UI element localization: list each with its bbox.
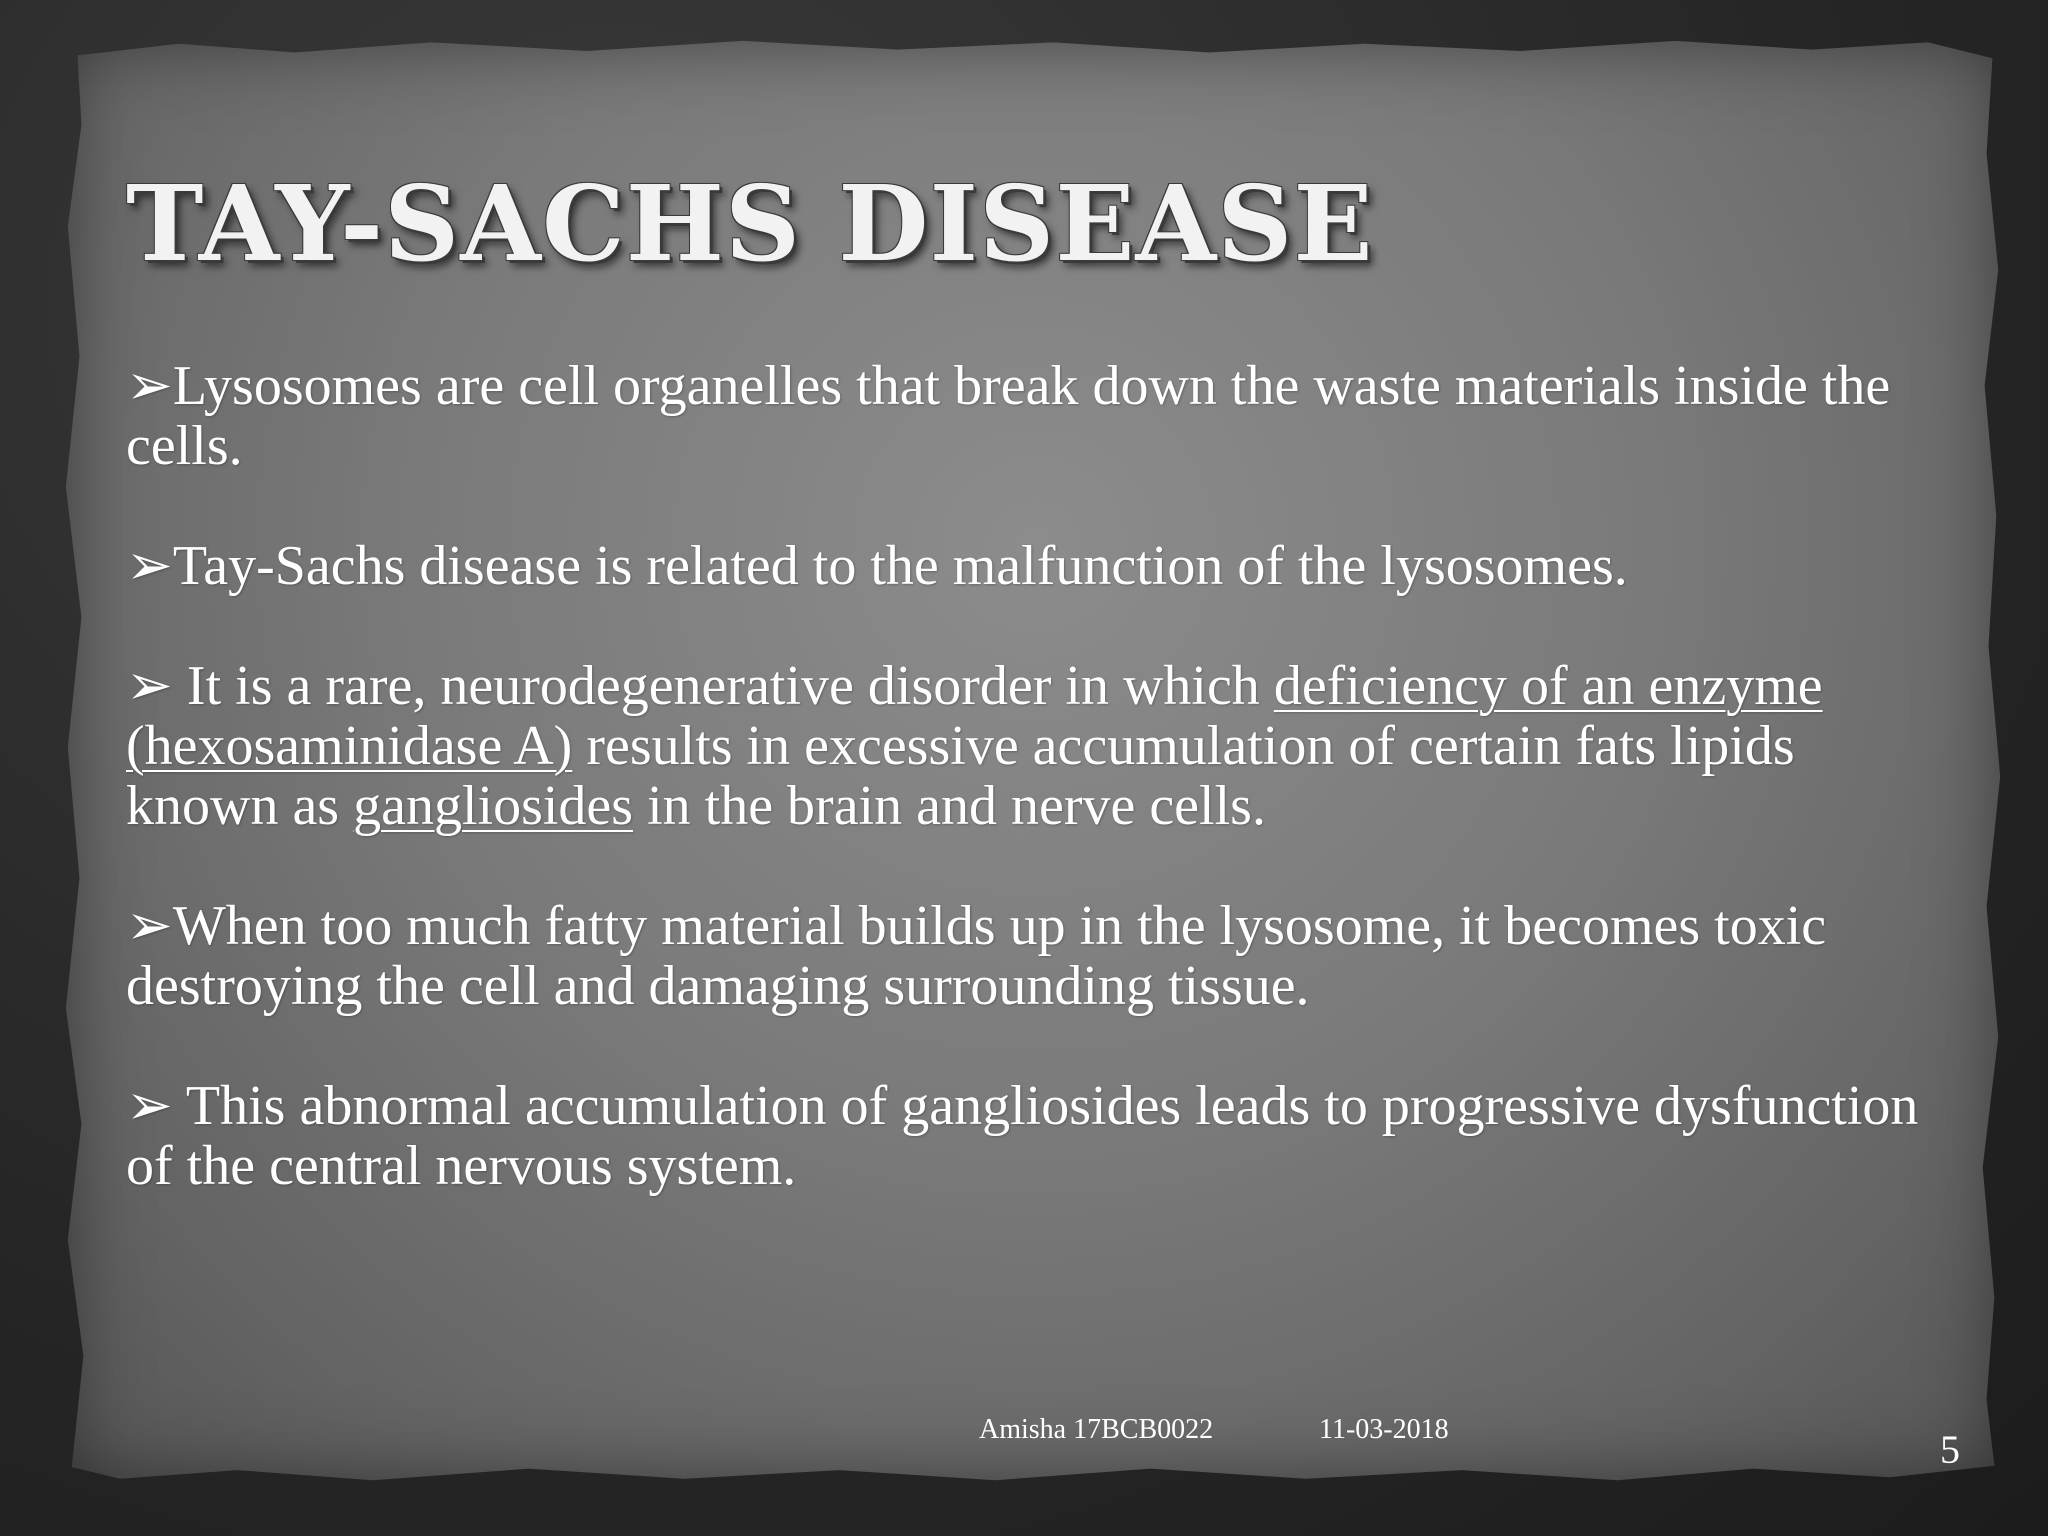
underlined-term-enzyme: deficiency of an enzyme (hexosaminidase A) bbox=[126, 655, 1823, 777]
arrow-bullet-icon: ➢ bbox=[126, 535, 173, 597]
footer-author: Amisha 17BCB0022 bbox=[979, 1414, 1214, 1445]
footer-date: 11-03-2018 bbox=[1319, 1414, 1449, 1445]
arrow-bullet-icon: ➢ bbox=[126, 895, 173, 957]
bullet-item bbox=[126, 656, 1926, 836]
bullet-item bbox=[126, 896, 1926, 1016]
arrow-bullet-icon: ➢ bbox=[126, 1075, 173, 1137]
bullet-item bbox=[126, 536, 1926, 596]
arrow-bullet-icon: ➢ bbox=[126, 355, 173, 417]
bullet-text: This abnormal accumulation of gangliosides leads to progressive dysfunction of the central nervous system. bbox=[126, 1075, 1919, 1197]
bullet-text: in the brain and nerve cells. bbox=[633, 775, 1266, 837]
page-number: 5 bbox=[1940, 1427, 1960, 1472]
bullet-text: Tay-Sachs disease is related to the malfunction of the lysosomes. bbox=[172, 535, 1628, 597]
bullet-text: When too much fatty material builds up in the lysosome, it becomes toxic destroying the cell and damaging surrounding tissue. bbox=[126, 895, 1827, 1017]
bullet-text: results in excessive accumulation of certain fats lipids known as bbox=[126, 715, 1795, 837]
bullet-text: It is a rare, neurodegenerative disorder in which bbox=[172, 655, 1274, 717]
bullet-list bbox=[126, 356, 1926, 1256]
bullet-text: Lysosomes are cell organelles that break down the waste materials inside the cells. bbox=[126, 355, 1891, 477]
bullet-item bbox=[126, 1076, 1926, 1196]
underlined-term-gangliosides: gangliosides bbox=[353, 775, 634, 837]
arrow-bullet-icon: ➢ bbox=[126, 655, 173, 717]
slide-title: TAY-SACHS DISEASE bbox=[126, 162, 1374, 285]
bullet-item bbox=[126, 356, 1926, 476]
